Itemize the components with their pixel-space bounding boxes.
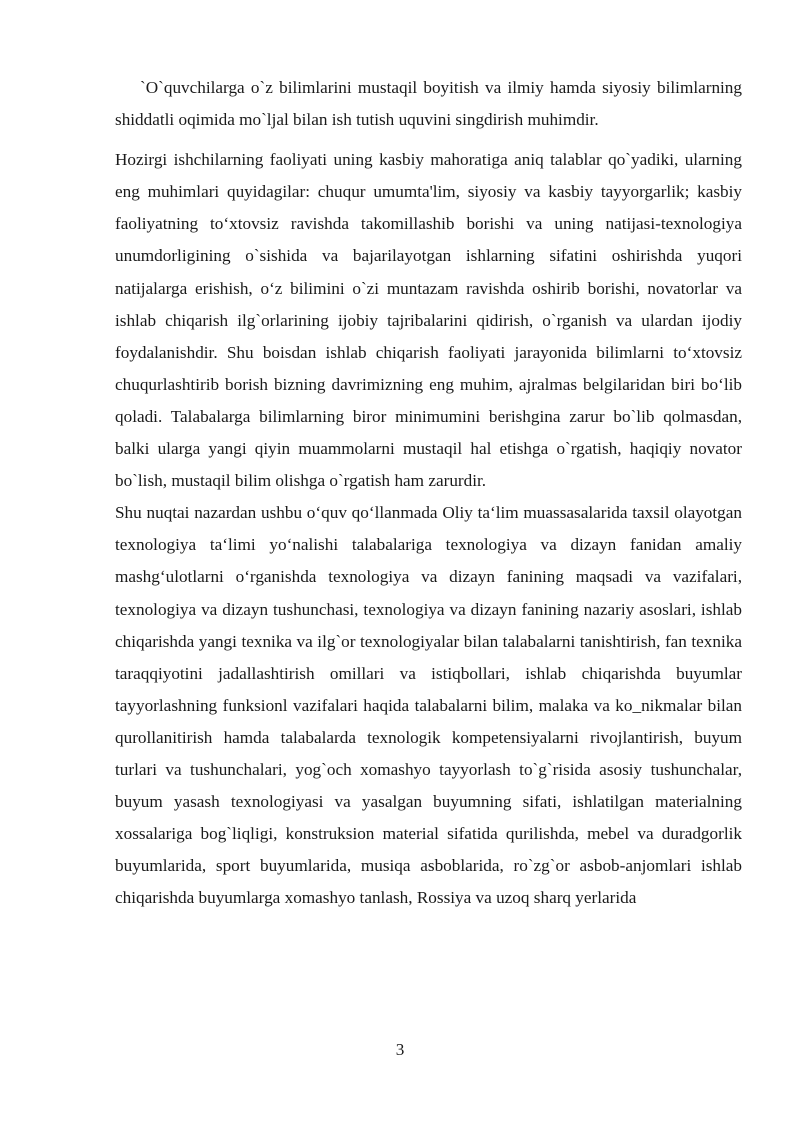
page-number: 3 [395, 1040, 405, 1059]
paragraph: `O`quvchilarga o`z bilimlarini mustaqil boyitish va ilmiy hamda siyosiy bilimlarning shiddatli oqimida mo`ljal bilan ish tutish uquvini singdirish muhimdir. [115, 78, 742, 130]
paragraph: Shu nuqtai nazardan ushbu o‘quv qo‘llanmada Oliy ta‘lim muassasalarida taxsil olayotgan texnologiya ta‘limi yo‘nalishi talabalariga texnologiya va dizayn fanidan amaliy mashg‘ulotlarni o‘rganishda texnologiya va dizayn fanining maqsadi va vazifalari, texnologiya va dizayn tushunchasi, texnologiya va dizayn fanining nazariy asoslari, ishlab chiqarishda yangi texnika va ilg`or texnologiyalar bilan talabalarni tanishtirish, fan texnika taraqqiyotini jadallashtirish omillari va istiqbollari, ishlab chiqarishda buyumlar tayyorlashning funksionl vazifalari haqida talabalarni bilim, malaka va ko_nikmalar bilan qurollanitirish hamda talabalarda texnologik kompetensiyalarni rivojlantirish, buyum turlari va tushunchalari, yog`och xomashyo tayyorlash to`g`risida asosiy tushunchalar, buyum yasash texnologiyasi va yasalgan buyumning sifati, ishlatilgan materialning xossalariga bog`liqligi, konstruksion material sifatida qurilishda, mebel va duradgorlik buyumlarida, sport buyumlarida, musiqa asboblarida, ro`zg`or asbob-anjomlari ishlab chiqarishda buyumlarga xomashyo tanlash, Rossiya va uzoq sharq yerlarida [115, 503, 742, 908]
paragraph: Hozirgi ishchilarning faoliyati uning kasbiy mahoratiga aniq talablar qo`yadiki, ularning eng muhimlari quyidagilar: chuqur umumta'lim, siyosiy va kasbiy tayyorgarlik; kasbiy faoliyatning to‘xtovsiz ravishda takomillashib borishi va uning natijasi-texnologiya unumdorligining o`sishida va bajarilayotgan ishlarning sifatini oshirishda yuqori natijalarga erishish, o‘z bilimini o`zi muntazam ravishda oshirib borishi, novatorlar va ishlab chiqarish ilg`orlarining ijobiy tajribalarini qidirish, o`rganish va ulardan ijodiy foydalanishdir. Shu boisdan ishlab chiqarish faoliyati jarayonida bilimlarni to‘xtovsiz chuqurlashtirib borish bizning davrimizning eng muhim, ajralmas belgilaridan biri bo‘lib qoladi. Talabalarga bilimlarning biror minimumini berishgina zarur bo`lib qolmasdan, balki ularga yangi qiyin muammolarni mustaqil hal etishga o`rgatish, haqiqiy novator bo`lish, mustaqil bilim olishga o`rgatish ham zarurdir. [115, 150, 742, 491]
document-body [115, 72, 742, 914]
